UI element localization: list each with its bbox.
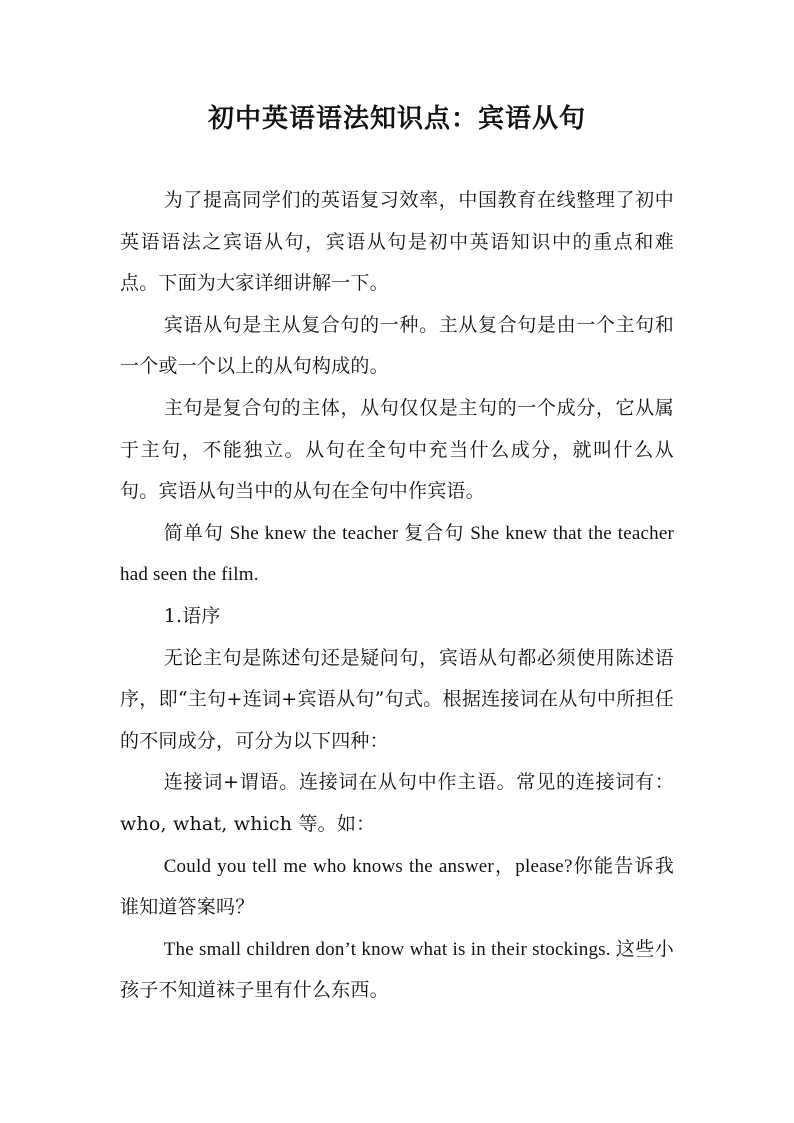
paragraph-main-clause: 主句是复合句的主体，从句仅仅是主句的一个成分，它从属于主句，不能独立。从句在全句中充当什么成分，就叫什么从句。宾语从句当中的从句在全句中作宾语。 <box>120 396 674 503</box>
example-sentence-stockings: The small children don’t know what is in their stockings. 这些小孩子不知道袜子里有什么东西。 <box>120 938 674 1002</box>
paragraph-definition: 宾语从句是主从复合句的一种。主从复合句是由一个主句和一个或一个以上的从句构成的。 <box>120 313 674 378</box>
section-heading-word-order: 1.语序 <box>163 604 221 627</box>
paragraph-connective-predicate: 连接词+谓语。连接词在从句中作主语。常见的连接词有： who, what, which 等。如： <box>120 771 674 835</box>
paragraph-word-order: 无论主句是陈述句还是疑问句，宾语从句都必须使用陈述语序，即“主句+连词+宾语从句”句式。根据连接词在从句中所担任的不同成分，可分为以下四种： <box>120 646 674 752</box>
example-sentence-answer: Could you tell me who knows the answer，please?你能告诉我谁知道答案吗？ <box>120 855 674 919</box>
paragraph-example-simple-complex: 简单句 She knew the teacher 复合句 She knew that the teacher had seen the film. <box>120 522 674 586</box>
document-body <box>120 180 674 1012</box>
paragraph-intro: 为了提高同学们的英语复习效率，中国教育在线整理了初中英语语法之宾语从句，宾语从句是初中英语知识中的重点和难点。下面为大家详细讲解一下。 <box>120 189 674 295</box>
page-title: 初中英语语法知识点：宾语从句 <box>207 104 586 134</box>
